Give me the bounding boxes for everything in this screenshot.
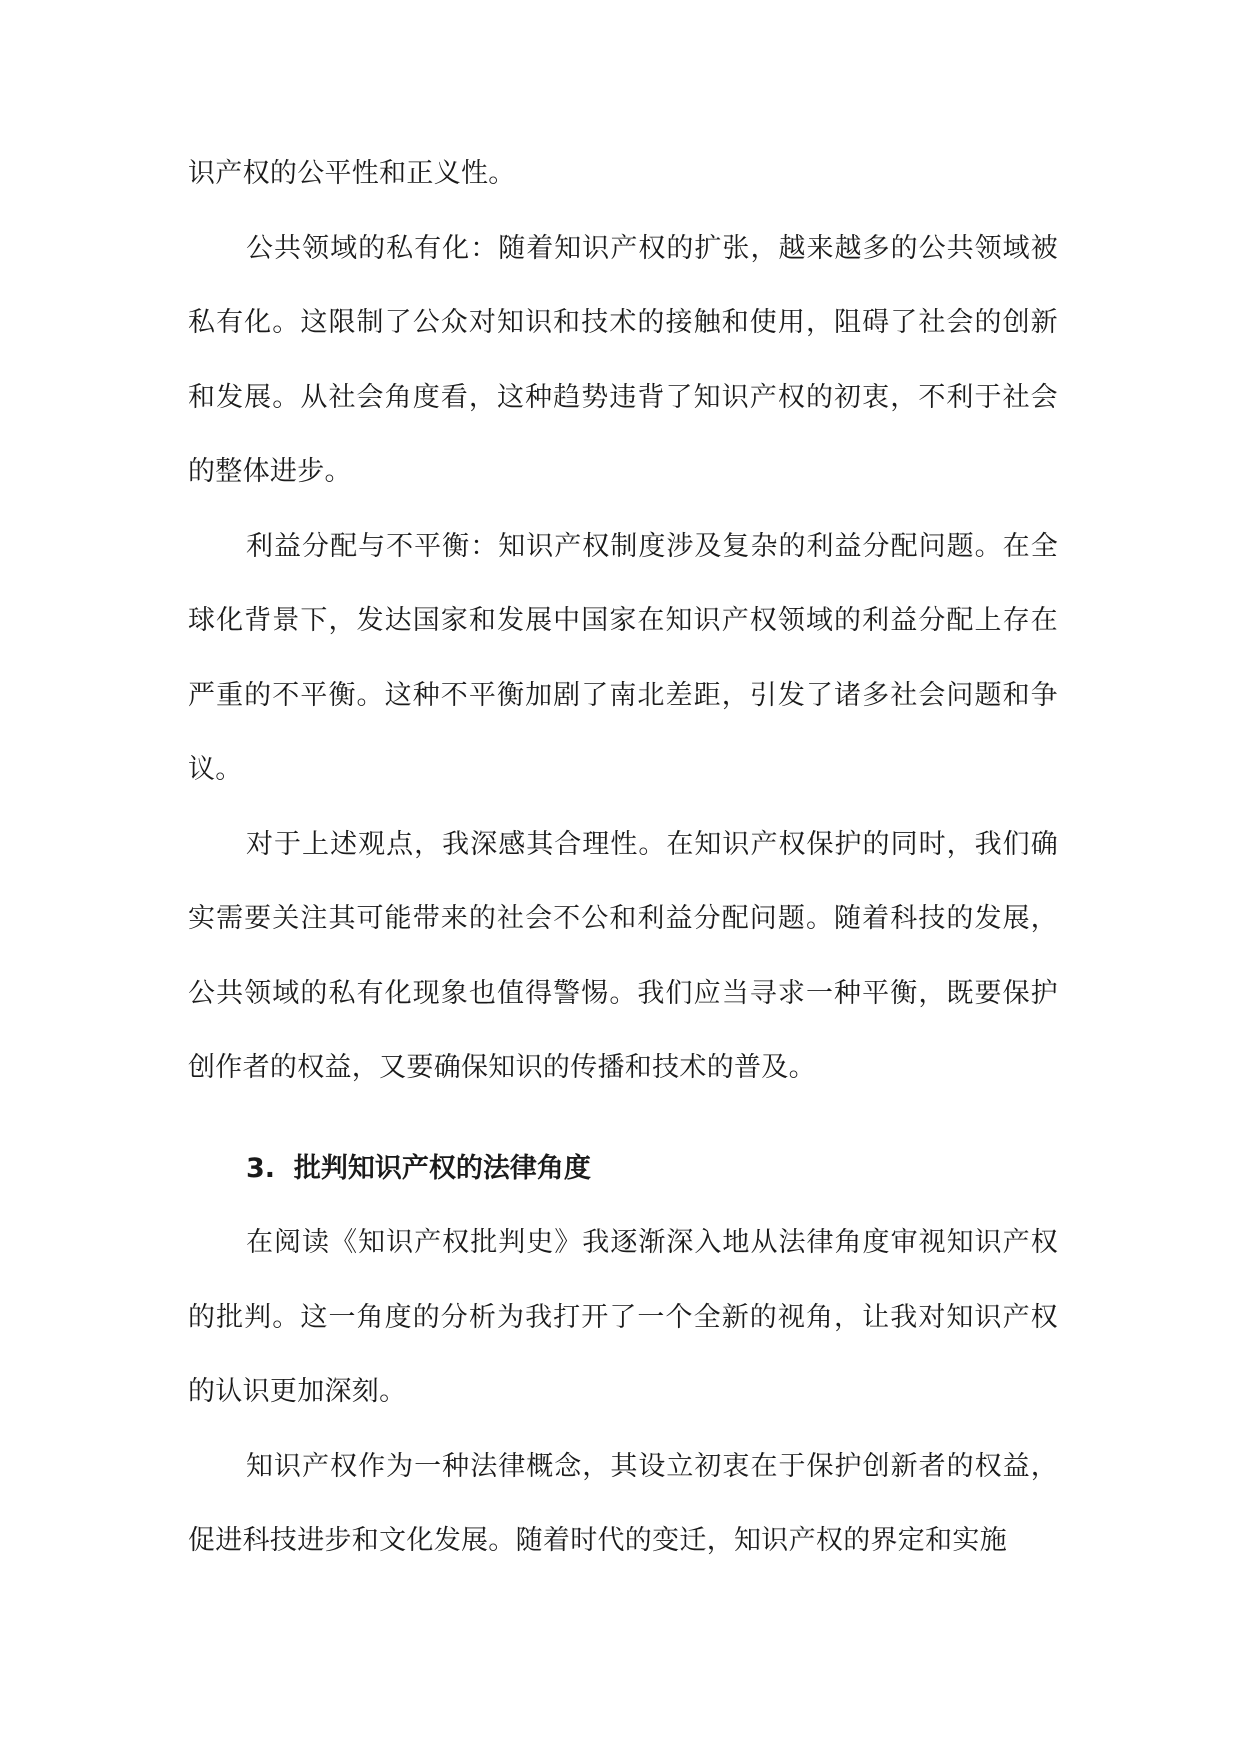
paragraph-legal-perspective-intro: 在阅读《知识产权批判史》我逐渐深入地从法律角度审视知识产权的批判。这一角度的分析为我打开了一个全新的视角，让我对知识产权的认识更加深刻。 [188,1227,1058,1407]
page-body [188,137,1058,1579]
paragraph-benefit-distribution: 利益分配与不平衡：知识产权制度涉及复杂的利益分配问题。在全球化背景下，发达国家和发展中国家在知识产权领域的利益分配上存在严重的不平衡。这种不平衡加剧了南北差距，引发了诸多社会问题和争议。 [188,530,1058,785]
section-heading [188,1106,1058,1207]
paragraph-continuation: 识产权的公平性和正义性。 [188,158,516,189]
paragraph-public-domain-privatization: 公共领域的私有化：随着知识产权的扩张，越来越多的公共领域被私有化。这限制了公众对知识和技术的接触和使用，阻碍了社会的创新和发展。从社会角度看，这种趋势违背了知识产权的初衷，不利于社会的整体进步。 [188,232,1058,487]
paragraph-author-opinion: 对于上述观点，我深感其合理性。在知识产权保护的同时，我们确实需要关注其可能带来的社会不公和利益分配问题。随着科技的发展，公共领域的私有化现象也值得警惕。我们应当寻求一种平衡，既要保护创作者的权益，又要确保知识的传播和技术的普及。 [188,828,1058,1083]
section-title: 批判知识产权的法律角度 [293,1152,591,1184]
paragraph-legal-concept: 知识产权作为一种法律概念，其设立初衷在于保护创新者的权益，促进科技进步和文化发展。随着时代的变迁，知识产权的界定和实施 [188,1450,1058,1556]
section-number: 3. [246,1152,276,1184]
